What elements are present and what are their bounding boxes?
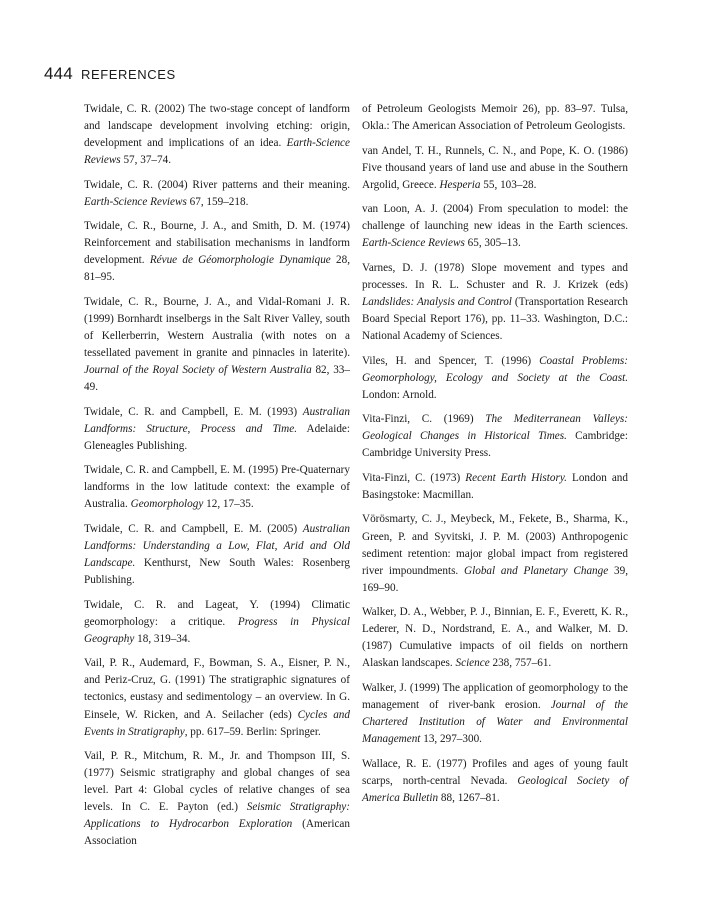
reference-entry: Vita-Finzi, C. (1969) The Mediterranean Valleys: Geological Changes in Historical Times. Cambridge: Cambridge University Press. (362, 413, 628, 460)
reference-entry: Twidale, C. R., Bourne, J. A., and Smith, D. M. (1974) Reinforcement and stabilisation mechanisms in landform development. Révue de Géomorphologie Dynamique 28, 81–95. (84, 220, 350, 284)
reference-entry: Wallace, R. E. (1977) Profiles and ages of young fault scarps, north-central Nevada. Geological Society of America Bulletin 88, 1267–81. (362, 757, 628, 804)
reference-entry: Vita-Finzi, C. (1973) Recent Earth History. London and Basingstoke: Macmillan. (362, 471, 628, 501)
reference-entry: Vail, P. R., Audemard, F., Bowman, S. A., Eisner, P. N., and Periz-Cruz, G. (1991) The stratigraphic signatures of tectonics, eustasy and sedimentology – an overview. In G. Einsele, W. Ricken, and A. Seilacher (eds) Cycles and Events in Stratigraphy, pp. 617–59. Berlin: Springer. (84, 657, 350, 738)
reference-entry: Twidale, C. R. (2002) The two-stage concept of landform and landscape development involving etching: origin, development and implications of an idea. Earth-Science Reviews 57, 37–74. (84, 103, 350, 167)
right-column (362, 101, 628, 814)
reference-entry: Twidale, C. R. and Campbell, E. M. (1993) Australian Landforms: Structure, Process and Time. Adelaide: Gleneagles Publishing. (84, 405, 350, 452)
reference-entry: Walker, J. (1999) The application of geomorphology to the management of river-bank erosion. Journal of the Chartered Institution of Water and Environmental Management 13, 297–300. (362, 681, 628, 746)
page-header (44, 64, 176, 84)
reference-entry: Twidale, C. R. (2004) River patterns and their meaning. Earth-Science Reviews 67, 159–218. (84, 178, 350, 208)
reference-entry: Walker, D. A., Webber, P. J., Binnian, E. F., Everett, K. R., Lederer, N. D., Nordstrand, E. A., and Walker, M. D. (1987) Cumulative impacts of oil fields on northern Alaskan landscapes. Science 238, 757–61. (362, 606, 628, 670)
reference-entry: Varnes, D. J. (1978) Slope movement and types and processes. In R. L. Schuster and R. J. Krizek (eds) Landslides: Analysis and Control (Transportation Research Board Special Report 176), pp. 11–33. Washington, D.C.: National Academy of Sciences. (362, 261, 628, 343)
reference-entry: van Loon, A. J. (2004) From speculation to model: the challenge of launching new ideas in the Earth sciences. Earth-Science Reviews 65, 305–13. (362, 203, 628, 250)
reference-entry: van Andel, T. H., Runnels, C. N., and Pope, K. O. (1986) Five thousand years of land use and abuse in the Southern Argolid, Greece. Hesperia 55, 103–28. (362, 144, 628, 191)
reference-entry: Twidale, C. R. and Campbell, E. M. (1995) Pre-Quaternary landforms in the low latitude context: the example of Australia. Geomorphology 12, 17–35. (84, 464, 350, 511)
section-title: REFERENCES (80, 67, 176, 82)
reference-entry: Twidale, C. R. and Campbell, E. M. (2005) Australian Landforms: Understanding a Low, Flat, Arid and Old Landscape. Kenthurst, New South Wales: Rosenberg Publishing. (84, 523, 350, 587)
page-number: 444 (44, 64, 73, 83)
reference-entry: Vörösmarty, C. J., Meybeck, M., Fekete, B., Sharma, K., Green, P. and Syvitski, J. P. M. (2003) Anthropogenic sediment retention: major global impact from registered river impoundments. Global and Planetary Change 39, 169–90. (362, 513, 629, 594)
reference-entry: of Petroleum Geologists Memoir 26), pp. 83–97. Tulsa, Okla.: The American Association of Petroleum Geologists. (362, 103, 628, 133)
reference-entry: Viles, H. and Spencer, T. (1996) Coastal Problems: Geomorphology, Ecology and Society at the Coast. London: Arnold. (362, 354, 628, 401)
reference-entry: Twidale, C. R. and Lageat, Y. (1994) Climatic geomorphology: a critique. Progress in Physical Geography 18, 319–34. (84, 598, 350, 645)
reference-entry: Vail, P. R., Mitchum, R. M., Jr. and Thompson III, S. (1977) Seismic stratigraphy and global changes of sea level. Part 4: Global cycles of relative changes of sea levels. In C. E. Payton (ed.) Seismic Stratigraphy: Applications to Hydrocarbon Exploration (American Association (84, 750, 350, 848)
left-column (84, 101, 350, 858)
reference-entry: Twidale, C. R., Bourne, J. A., and Vidal-Romani J. R. (1999) Bornhardt inselbergs in the Salt River Valley, south of Kellerberrin, Western Australia (with notes on a tessellated pavement in granite and pinnacles in laterite). Journal of the Royal Society of Western Australia 82, 33–49. (84, 295, 350, 394)
